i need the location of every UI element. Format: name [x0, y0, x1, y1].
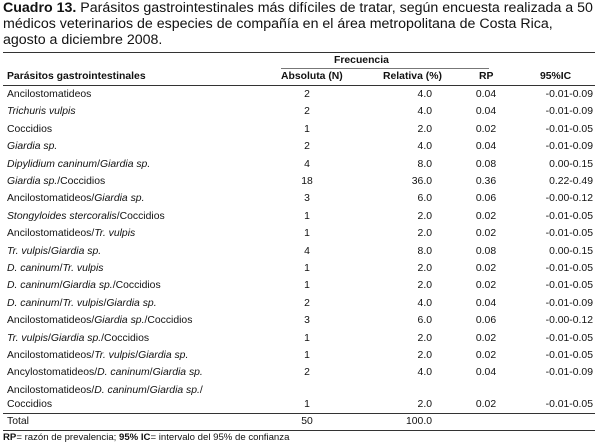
row-rp-value: 0.02: [475, 263, 497, 274]
row-absolute-value: 1: [304, 123, 310, 135]
total-absolute-value: 50: [301, 416, 313, 428]
row-parasite-name: Tr. vulpis/Giardia sp.: [7, 245, 102, 257]
row-parasite-name: D. caninum/Tr. vulpis/Giardia sp.: [7, 297, 157, 309]
total-relative-value: 100.0: [405, 416, 432, 428]
row-ic-value: -0.01-0.09: [545, 106, 593, 118]
row-ic-value: -0.01-0.05: [545, 263, 593, 274]
table-caption: [3, 0, 595, 48]
row-relative-value: 2.0: [417, 228, 432, 240]
row-ic-value: -0.00-0.12: [545, 193, 593, 205]
row-absolute-value: 1: [304, 398, 310, 410]
row-ic-value: -0.01-0.05: [545, 350, 593, 361]
row-parasite-name: Ancilostomatideos/Giardia sp./Coccidios: [7, 315, 193, 327]
row-absolute-value: 18: [301, 176, 313, 187]
table-footnote: [3, 432, 289, 443]
row-relative-value: 6.0: [417, 193, 432, 205]
row-relative-value: 8.0: [417, 158, 432, 170]
row-absolute-value: 4: [304, 158, 310, 170]
row-rp-value: 0.04: [475, 367, 497, 379]
row-parasite-name: Stongyloides stercoralis/Coccidios: [7, 210, 165, 222]
row-parasite-name: Giardia sp.: [7, 141, 58, 153]
footnote-ic-text: = intervalo del 95% de confianza: [150, 432, 290, 443]
row-rp-value: 0.02: [475, 332, 497, 344]
caption-text: Parásitos gastrointestinales más difíciles de tratar, según encuesta realizada a 50 médicos veterinarios de especies de compañía en el área metropolitana de Costa Rica, agosto a diciembre 2008.: [3, 0, 593, 48]
row-relative-value: 4.0: [417, 297, 432, 309]
row-relative-value: 2.0: [417, 280, 432, 292]
row-ic-value: 0.22-0.49: [549, 176, 593, 187]
group-header-frecuencia: Frecuencia: [334, 55, 389, 66]
row-absolute-value: 2: [304, 367, 310, 379]
column-header-absolute: Absoluta (N): [281, 71, 343, 82]
row-ic-value: -0.01-0.05: [545, 123, 593, 135]
row-relative-value: 2.0: [417, 210, 432, 222]
footnote-rp-text: = razón de prevalencia;: [16, 432, 119, 443]
total-label: Total: [7, 416, 29, 428]
row-absolute-value: 1: [304, 210, 310, 222]
row-rp-value: 0.08: [475, 245, 497, 257]
row-rp-value: 0.36: [475, 176, 497, 187]
row-ic-value: -0.01-0.09: [545, 297, 593, 309]
row-relative-value: 36.0: [411, 176, 432, 187]
row-ic-value: -0.01-0.05: [545, 332, 593, 344]
row-rp-value: 0.04: [475, 141, 497, 153]
header-bottom-rule: [3, 85, 595, 86]
column-header-rp: RP: [479, 71, 494, 82]
row-ic-value: -0.01-0.05: [545, 280, 593, 292]
row-relative-value: 4.0: [417, 141, 432, 153]
row-absolute-value: 2: [304, 106, 310, 118]
row-ic-value: -0.01-0.09: [545, 141, 593, 153]
row-absolute-value: 4: [304, 245, 310, 257]
row-ic-value: -0.01-0.05: [545, 398, 593, 410]
row-parasite-name: D. caninum/Giardia sp./Coccidios: [7, 280, 161, 292]
row-parasite-name: Ancilostomatideos/Tr. vulpis: [7, 228, 136, 240]
row-absolute-value: 1: [304, 263, 310, 274]
column-header-ic: 95%IC: [540, 71, 572, 82]
row-parasite-name: Trichuris vulpis: [7, 106, 76, 118]
row-absolute-value: 2: [304, 141, 310, 153]
row-name-line1: Ancilostomatideos/D. caninum/Giardia sp./: [7, 384, 203, 396]
row-absolute-value: 1: [304, 280, 310, 292]
row-rp-value: 0.02: [475, 398, 497, 410]
row-ic-value: -0.01-0.05: [545, 210, 593, 222]
row-ic-value: -0.01-0.09: [545, 89, 593, 100]
row-absolute-value: 2: [304, 297, 310, 309]
row-relative-value: 2.0: [417, 332, 432, 344]
column-header-parasites: Parásitos gastrointestinales: [7, 71, 146, 82]
row-rp-value: 0.06: [475, 315, 497, 327]
row-ic-value: 0.00-0.15: [549, 158, 593, 170]
group-header-rule: [281, 68, 489, 69]
row-ic-value: -0.00-0.12: [545, 315, 593, 327]
row-ic-value: -0.01-0.05: [545, 228, 593, 240]
row-parasite-name: Coccidios: [7, 123, 53, 135]
row-absolute-value: 1: [304, 350, 310, 361]
row-rp-value: 0.02: [475, 228, 497, 240]
row-relative-value: 2.0: [417, 123, 432, 135]
row-relative-value: 2.0: [417, 350, 432, 361]
row-rp-value: 0.04: [475, 106, 497, 118]
row-rp-value: 0.02: [475, 350, 497, 361]
row-rp-value: 0.02: [475, 280, 497, 292]
table-top-rule: [3, 52, 595, 53]
row-absolute-value: 3: [304, 193, 310, 205]
row-ic-value: -0.01-0.09: [545, 367, 593, 379]
row-parasite-name: Ancilostomatideos/Giardia sp.: [7, 193, 145, 205]
row-absolute-value: 3: [304, 315, 310, 327]
footnote-rp-abbr: RP: [3, 432, 17, 443]
footnote-ic-abbr: 95% IC: [119, 432, 151, 443]
row-parasite-name: Giardia sp./Coccidios: [7, 176, 106, 187]
row-relative-value: 2.0: [417, 398, 432, 410]
row-ic-value: 0.00-0.15: [549, 245, 593, 257]
row-relative-value: 4.0: [417, 106, 432, 118]
row-relative-value: 4.0: [417, 89, 432, 100]
row-rp-value: 0.06: [475, 193, 497, 205]
row-relative-value: 2.0: [417, 263, 432, 274]
column-header-relative: Relativa (%): [383, 71, 442, 82]
row-absolute-value: 2: [304, 89, 310, 100]
row-rp-value: 0.04: [475, 89, 497, 100]
row-parasite-name: Ancylostomatideos/D. caninum/Giardia sp.: [7, 367, 203, 379]
row-relative-value: 8.0: [417, 245, 432, 257]
row-parasite-name: Coccidios: [7, 398, 53, 410]
row-relative-value: 4.0: [417, 367, 432, 379]
row-rp-value: 0.02: [475, 123, 497, 135]
row-rp-value: 0.02: [475, 210, 497, 222]
row-parasite-name: Tr. vulpis/Giardia sp./Coccidios: [7, 332, 150, 344]
row-absolute-value: 1: [304, 228, 310, 240]
row-absolute-value: 1: [304, 332, 310, 344]
total-top-rule: [3, 413, 595, 414]
row-parasite-name: Ancilostomatideos/Tr. vulpis/Giardia sp.: [7, 350, 189, 361]
row-rp-value: 0.04: [475, 297, 497, 309]
row-parasite-name: Ancilostomatideos: [7, 89, 92, 100]
caption-label: Cuadro 13.: [3, 0, 77, 16]
row-rp-value: 0.08: [475, 158, 497, 170]
row-parasite-name: D. caninum/Tr. vulpis: [7, 263, 104, 274]
row-parasite-name: Dipylidium caninum/Giardia sp.: [7, 158, 151, 170]
row-relative-value: 6.0: [417, 315, 432, 327]
